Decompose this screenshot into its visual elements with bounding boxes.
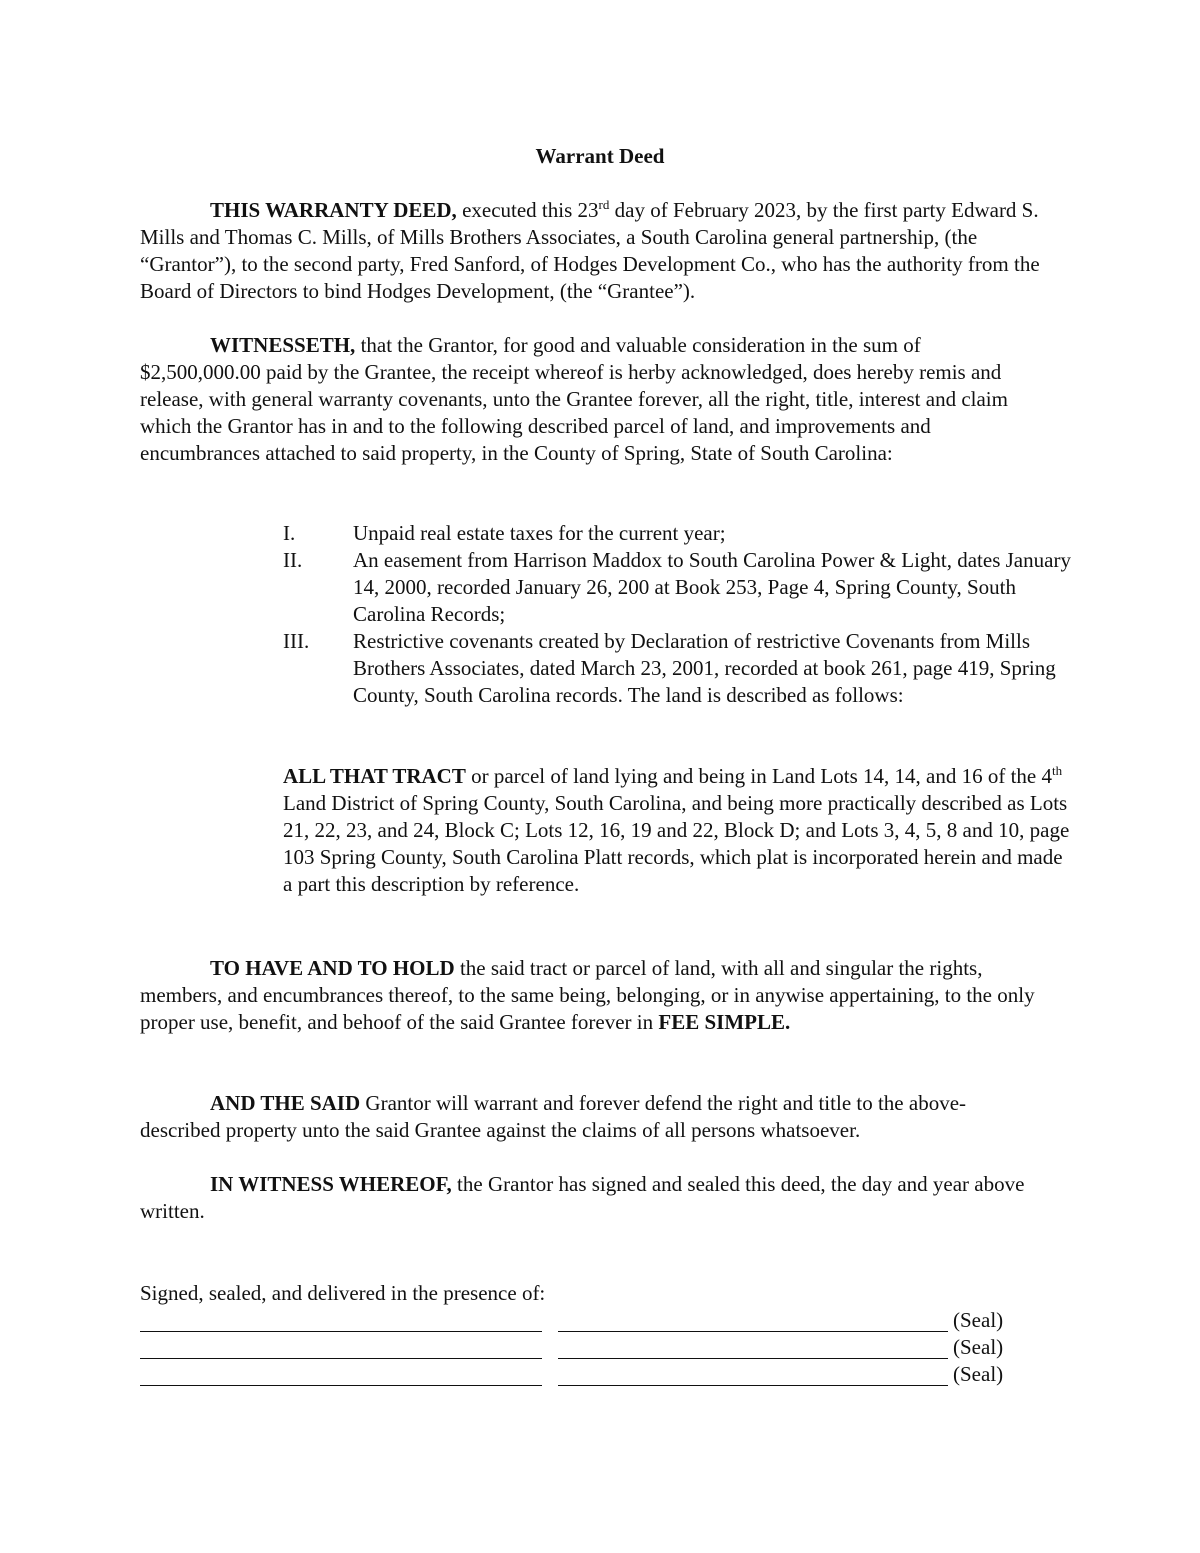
ordinal-suffix: th xyxy=(1051,763,1063,778)
paragraph-text: executed this 23 xyxy=(456,198,599,222)
paragraph-lead: THIS WARRANTY DEED, xyxy=(210,198,457,222)
seal-label: (Seal) xyxy=(953,1308,1004,1332)
signature-row xyxy=(140,1334,1040,1361)
paragraph-parties xyxy=(140,197,1040,305)
paragraph-text: that the Grantor, for good and valuable consideration in the sum of $2,500,000.00 paid by the Grantee, the receipt whereof is herby acknowledged, does hereby remis and release, with general warranty covenants, unto the Grantee forever, all the right, title, interest and claim which the Grantor has in and to the following described parcel of land, and improvements and encumbrances attached to said property, in the County of Spring, State of South Carolina: xyxy=(140,333,1008,465)
list-number: I. xyxy=(283,521,296,545)
paragraph-text: Land District of Spring County, South Carolina, and being more practically described as Lots 21, 22, 23, and 24, Block C; Lots 12, 16, 19 and 22, Block D; and Lots 3, 4, 5, 8 and 10, page 103 Spring County, South Carolina Platt records, which plat is incorporated herein and made a part this description by reference. xyxy=(283,791,1070,896)
list-number: III. xyxy=(283,629,310,653)
seal-label: (Seal) xyxy=(953,1335,1004,1359)
paragraph-text: or parcel of land lying and being in Land Lots 14, 14, and 16 of the 4 xyxy=(465,764,1052,788)
land-description xyxy=(283,763,1073,898)
list-number: II. xyxy=(283,548,303,572)
seal-label: (Seal) xyxy=(953,1362,1004,1386)
paragraph-habendum xyxy=(140,955,1040,1036)
ordinal-suffix: rd xyxy=(598,197,610,212)
paragraph-witness-whereof xyxy=(140,1171,1040,1225)
list-text: An easement from Harrison Maddox to South Carolina Power & Light, dates January 14, 2000, recorded January 26, 200 at Book 253, Page 4, Spring County, South Carolina Records; xyxy=(353,548,1071,626)
paragraph-text: the said tract or parcel of land, with all and singular the rights, members, and encumbrances thereof, to the same being, belonging, or in anywise appertaining, to the only proper use, benefit, and behoof of the said Grantee forever in xyxy=(140,956,1035,1034)
grantor-signature-line[interactable] xyxy=(558,1358,948,1359)
signature-label: Signed, sealed, and delivered in the presence of: xyxy=(140,1281,546,1305)
paragraph-warranty xyxy=(140,1090,1040,1144)
list-text: Restrictive covenants created by Declaration of restrictive Covenants from Mills Brothers Associates, dated March 23, 2001, recorded at book 261, page 419, Spring County, South Carolina records. The land is described as follows: xyxy=(353,629,1056,707)
paragraph-lead: ALL THAT TRACT xyxy=(283,764,466,788)
paragraph-witnesseth xyxy=(140,332,1040,467)
signature-row xyxy=(140,1361,1040,1388)
list-text: Unpaid real estate taxes for the current year; xyxy=(353,521,726,545)
grantor-signature-line[interactable] xyxy=(558,1331,948,1332)
paragraph-lead: IN WITNESS WHEREOF, xyxy=(210,1172,452,1196)
paragraph-lead: AND THE SAID xyxy=(210,1091,361,1115)
signature-row xyxy=(140,1307,1040,1334)
paragraph-text: the Grantor has signed and sealed this deed, the day and year above written. xyxy=(140,1172,1025,1223)
list-item xyxy=(283,628,1073,709)
document-title: Warrant Deed xyxy=(535,144,665,168)
fee-simple-text: FEE SIMPLE. xyxy=(658,1010,791,1034)
encumbrance-list xyxy=(283,520,1073,709)
paragraph-lead: TO HAVE AND TO HOLD xyxy=(210,956,455,980)
list-item xyxy=(283,547,1073,628)
grantor-signature-line[interactable] xyxy=(558,1385,948,1386)
paragraph-text: day of February 2023, by the first party Edward S. Mills and Thomas C. Mills, of Mills Brothers Associates, a South Carolina general partnership, (the “Grantor”), to the second party, Fred Sanford, of Hodges Development Co., who has the authority from the Board of Directors to bind Hodges Development, (the “Grantee”). xyxy=(140,198,1040,303)
witness-signature-line[interactable] xyxy=(140,1358,542,1359)
paragraph-lead: WITNESSETH, xyxy=(210,333,356,357)
paragraph-text: Grantor will warrant and forever defend the right and title to the above-described property unto the said Grantee against the claims of all persons whatsoever. xyxy=(140,1091,967,1142)
witness-signature-line[interactable] xyxy=(140,1331,542,1332)
list-item xyxy=(283,520,1073,547)
witness-signature-line[interactable] xyxy=(140,1385,542,1386)
